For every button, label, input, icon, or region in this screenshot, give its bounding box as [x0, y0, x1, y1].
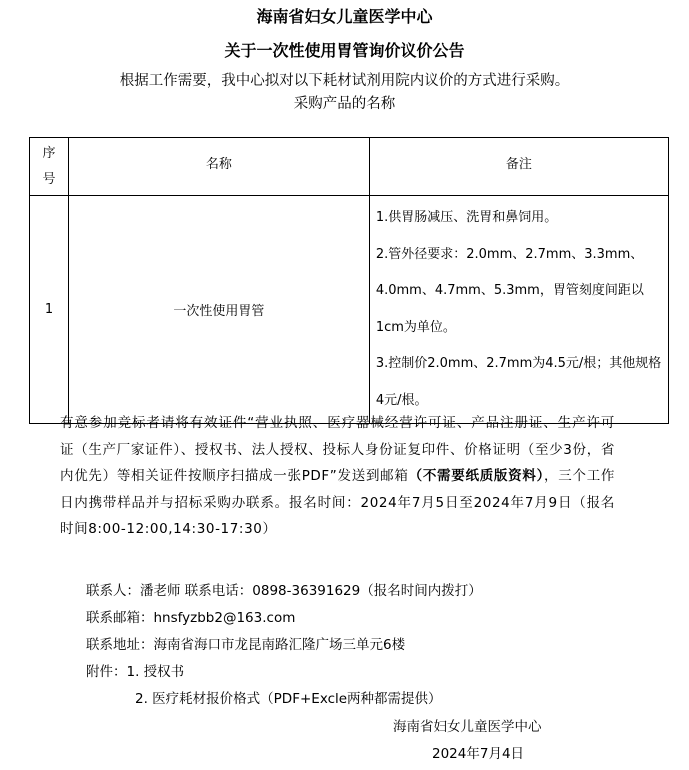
bidding-instructions: [60, 410, 615, 543]
table-subheading: 采购产品的名称: [293, 96, 396, 112]
note-item: 2.管外径要求：2.0mm、2.7mm、3.3mm、4.0mm、4.7mm、5.3mm，胃管刻度间距以1cm为单位。: [375, 246, 644, 335]
instructions-part2: ，三个工作日内携带样品并与招标采购办联系。报名时间：2024年7月5日至2024年7月9日（报名时间8:00-12:00,14:30-17:30）: [60, 468, 616, 537]
contact-email: 联系邮箱：hnsfyzbb2@163.com: [86, 610, 296, 626]
instructions-bold-note: （不需要纸质版资料）: [408, 468, 545, 484]
table-header-row: [30, 138, 669, 196]
header-no-label: 序号: [42, 145, 56, 187]
intro-text: 根据工作需要，我中心拟对以下耗材试剂用院内议价的方式进行采购。: [119, 73, 570, 89]
header-name: [68, 138, 369, 196]
notice-title: 关于一次性使用胃管询价议价公告: [224, 41, 465, 60]
signature-date: 2024年7月4日: [432, 746, 525, 762]
header-no: [30, 138, 69, 196]
instructions-part1: 有意参加竞标者请将有效证件“营业执照、医疗器械经营许可证、产品注册证、生产许可证（生产厂家证件）、授权书、法人授权、投标人身份证复印件、价格证明（至少3份，省内优先）等相关证件按顺序扫描成一张PDF”发送到邮箱: [60, 415, 615, 484]
row-notes: [369, 196, 668, 424]
products-table: [29, 137, 669, 424]
header-note-label: 备注: [505, 157, 532, 172]
header-name-label: 名称: [205, 157, 232, 172]
row-no: 1: [30, 196, 69, 424]
attachment-2: 2. 医疗耗材报价格式（PDF+Excle两种都需提供）: [135, 691, 442, 707]
note-item: 3.控制价2.0mm、2.7mm为4.5元/根；其他规格4元/根。: [375, 356, 662, 408]
header-note: [369, 138, 668, 196]
table-row: [30, 196, 669, 424]
attachment-1: 附件：1. 授权书: [86, 664, 185, 680]
note-item: 1.供胃肠减压、洗胃和鼻饲用。: [375, 210, 558, 225]
row-name: 一次性使用胃管: [68, 196, 369, 424]
org-title: 海南省妇女儿童医学中心: [256, 7, 433, 26]
signature-org: 海南省妇女儿童医学中心: [393, 719, 542, 735]
contact-person: 联系人：潘老师 联系电话：0898-36391629（报名时间内拨打）: [86, 583, 482, 599]
contact-address: 联系地址：海南省海口市龙昆南路汇隆广场三单元6楼: [86, 637, 406, 653]
